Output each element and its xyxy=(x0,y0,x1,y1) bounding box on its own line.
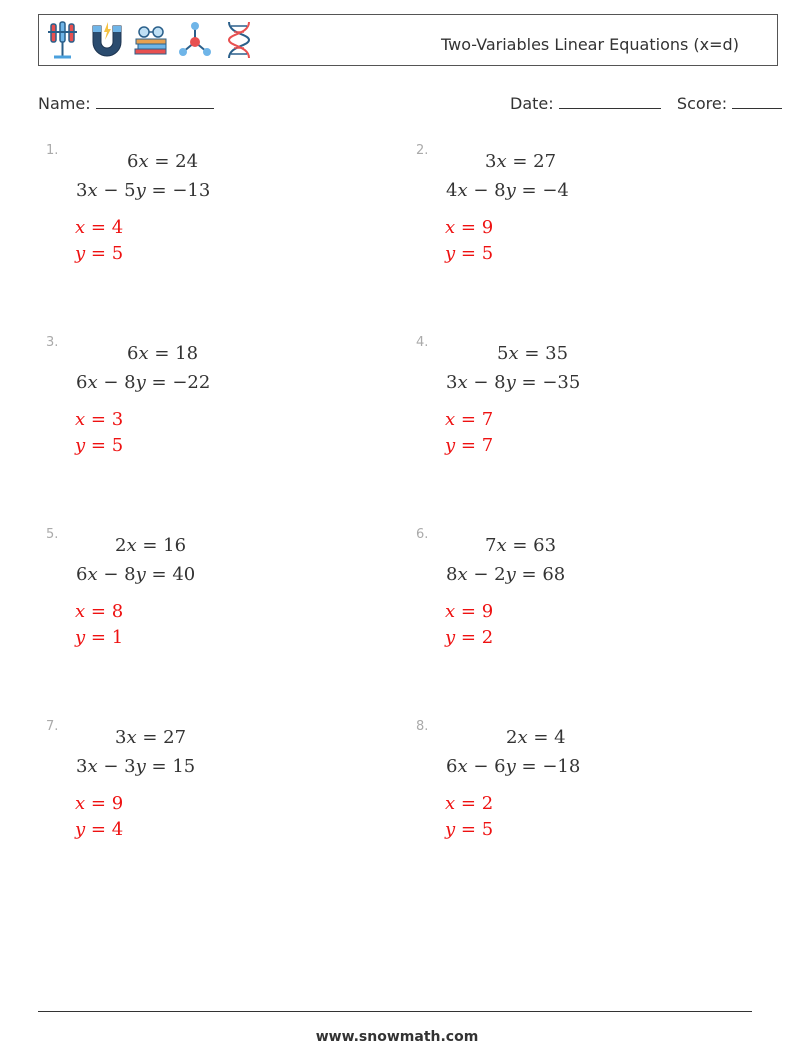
problem-6 xyxy=(416,527,756,707)
problem-number: 8. xyxy=(416,719,429,734)
equation-2: 4x − 8y = −4 xyxy=(446,180,569,201)
score-blank[interactable] xyxy=(732,94,782,109)
equation-2: 3x − 5y = −13 xyxy=(76,180,211,201)
equation-2: 6x − 8y = −22 xyxy=(76,372,211,393)
problem-number: 7. xyxy=(46,719,59,734)
header-icons xyxy=(45,20,257,60)
equation-1: 5x = 35 xyxy=(497,343,569,364)
equation-1: 3x = 27 xyxy=(485,151,557,172)
answer-x: x = 2 xyxy=(445,793,494,814)
answer-x: x = 8 xyxy=(75,601,124,622)
books-glasses-icon xyxy=(133,20,169,60)
problem-5 xyxy=(46,527,386,707)
equation-1: 2x = 4 xyxy=(506,727,566,748)
date-score-fields xyxy=(510,94,782,113)
equation-1: 6x = 18 xyxy=(127,343,199,364)
answer-x: x = 9 xyxy=(445,217,494,238)
answer-y: y = 7 xyxy=(445,435,494,456)
footer-divider xyxy=(38,1011,752,1012)
equation-2: 6x − 8y = 40 xyxy=(76,564,196,585)
answer-y: y = 4 xyxy=(75,819,124,840)
equation-2: 6x − 6y = −18 xyxy=(446,756,581,777)
answer-x: x = 4 xyxy=(75,217,124,238)
date-label: Date: xyxy=(510,94,554,113)
problem-number: 6. xyxy=(416,527,429,542)
answer-y: y = 5 xyxy=(75,243,124,264)
equation-2: 8x − 2y = 68 xyxy=(446,564,566,585)
header-box xyxy=(38,14,778,66)
problem-8 xyxy=(416,719,756,899)
answer-y: y = 2 xyxy=(445,627,494,648)
name-field xyxy=(38,94,214,113)
problem-number: 4. xyxy=(416,335,429,350)
problem-3 xyxy=(46,335,386,515)
answer-y: y = 5 xyxy=(445,243,494,264)
name-blank[interactable] xyxy=(96,94,214,109)
name-label: Name: xyxy=(38,94,91,113)
answer-x: x = 9 xyxy=(75,793,124,814)
problem-2 xyxy=(416,143,756,323)
problem-7 xyxy=(46,719,386,899)
equation-1: 7x = 63 xyxy=(485,535,557,556)
equation-1: 2x = 16 xyxy=(115,535,187,556)
equation-2: 3x − 8y = −35 xyxy=(446,372,581,393)
equation-1: 6x = 24 xyxy=(127,151,199,172)
date-blank[interactable] xyxy=(559,94,661,109)
problem-4 xyxy=(416,335,756,515)
problem-1 xyxy=(46,143,386,323)
equation-1: 3x = 27 xyxy=(115,727,187,748)
problem-number: 1. xyxy=(46,143,59,158)
problem-number: 2. xyxy=(416,143,429,158)
molecule-icon xyxy=(177,20,213,60)
equation-2: 3x − 3y = 15 xyxy=(76,756,196,777)
answer-y: y = 5 xyxy=(75,435,124,456)
footer-url[interactable]: www.snowmath.com xyxy=(315,1029,479,1045)
score-label: Score: xyxy=(676,94,728,113)
answer-x: x = 3 xyxy=(75,409,124,430)
answer-y: y = 1 xyxy=(75,627,124,648)
answer-x: x = 9 xyxy=(445,601,494,622)
answer-x: x = 7 xyxy=(445,409,494,430)
answer-y: y = 5 xyxy=(445,819,494,840)
dna-icon xyxy=(221,20,257,60)
magnet-icon xyxy=(89,20,125,60)
page-title: Two-Variables Linear Equations (x=d) xyxy=(441,35,739,54)
problem-number: 5. xyxy=(46,527,59,542)
problem-number: 3. xyxy=(46,335,59,350)
test-tubes-icon xyxy=(45,20,81,60)
